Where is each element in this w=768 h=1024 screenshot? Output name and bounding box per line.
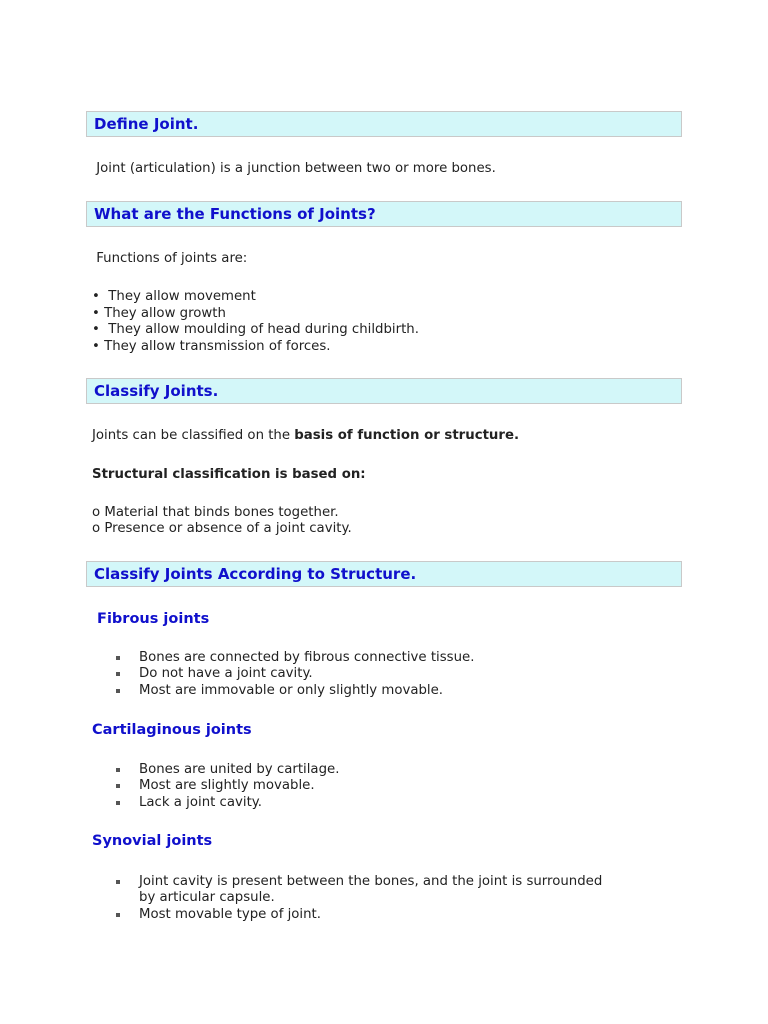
cartilaginous-list xyxy=(116,762,339,811)
heading-define-joint xyxy=(86,111,682,137)
list-item: • They allow movement xyxy=(92,289,256,304)
list-item xyxy=(116,666,474,682)
square-bullet-icon xyxy=(116,913,120,917)
list-item-text: Joint cavity is present between the bones, and the joint is surrounded xyxy=(139,874,603,889)
list-item: o Presence or absence of a joint cavity. xyxy=(92,521,352,536)
list-item-text: Bones are united by cartilage. xyxy=(139,762,340,777)
square-bullet-icon xyxy=(116,689,120,693)
subheading-fibrous: Fibrous joints xyxy=(92,611,210,627)
list-item-text: Most movable type of joint. xyxy=(139,906,321,922)
square-bullet-icon xyxy=(116,880,120,884)
list-item: • They allow moulding of head during childbirth. xyxy=(92,322,419,337)
list-item xyxy=(116,650,474,666)
heading-text: What are the Functions of Joints? xyxy=(94,205,376,223)
list-item-text: Do not have a joint cavity. xyxy=(139,666,313,682)
heading-classify-joints xyxy=(86,378,682,404)
subheading-cartilaginous: Cartilaginous joints xyxy=(92,722,252,738)
heading-structure xyxy=(86,561,682,587)
heading-text: Classify Joints. xyxy=(94,382,219,400)
subheading-synovial: Synovial joints xyxy=(92,833,213,849)
classify-text-prefix: Joints can be classified on the xyxy=(92,428,295,443)
list-item xyxy=(116,795,339,811)
list-item-text: Lack a joint cavity. xyxy=(139,794,262,810)
list-item-text: Most are immovable or only slightly movable. xyxy=(139,682,444,698)
heading-text: Define Joint. xyxy=(94,115,199,133)
definition-text: Joint (articulation) is a junction between two or more bones. xyxy=(92,161,496,176)
heading-functions xyxy=(86,201,682,227)
square-bullet-icon xyxy=(116,656,120,660)
square-bullet-icon xyxy=(116,784,120,788)
square-bullet-icon xyxy=(116,801,120,805)
list-item: o Material that binds bones together. xyxy=(92,505,339,520)
heading-text: Classify Joints According to Structure. xyxy=(94,565,417,583)
list-item-text: Bones are connected by fibrous connective tissue. xyxy=(139,650,475,665)
classify-text xyxy=(92,428,519,445)
synovial-list xyxy=(116,874,602,923)
list-item xyxy=(116,778,339,794)
square-bullet-icon xyxy=(116,672,120,676)
classify-text-bold: basis of function or structure. xyxy=(294,428,520,443)
functions-intro: Functions of joints are: xyxy=(92,251,248,266)
list-item xyxy=(116,907,602,923)
list-item xyxy=(116,762,339,778)
list-item xyxy=(116,874,602,907)
list-item xyxy=(116,683,474,699)
list-item-text-continued: by articular capsule. xyxy=(139,890,275,906)
fibrous-list xyxy=(116,650,474,699)
list-item: • They allow growth xyxy=(92,306,226,321)
structural-heading: Structural classification is based on: xyxy=(92,467,366,482)
list-item: • They allow transmission of forces. xyxy=(92,339,331,354)
square-bullet-icon xyxy=(116,768,120,772)
list-item-text: Most are slightly movable. xyxy=(139,778,315,794)
